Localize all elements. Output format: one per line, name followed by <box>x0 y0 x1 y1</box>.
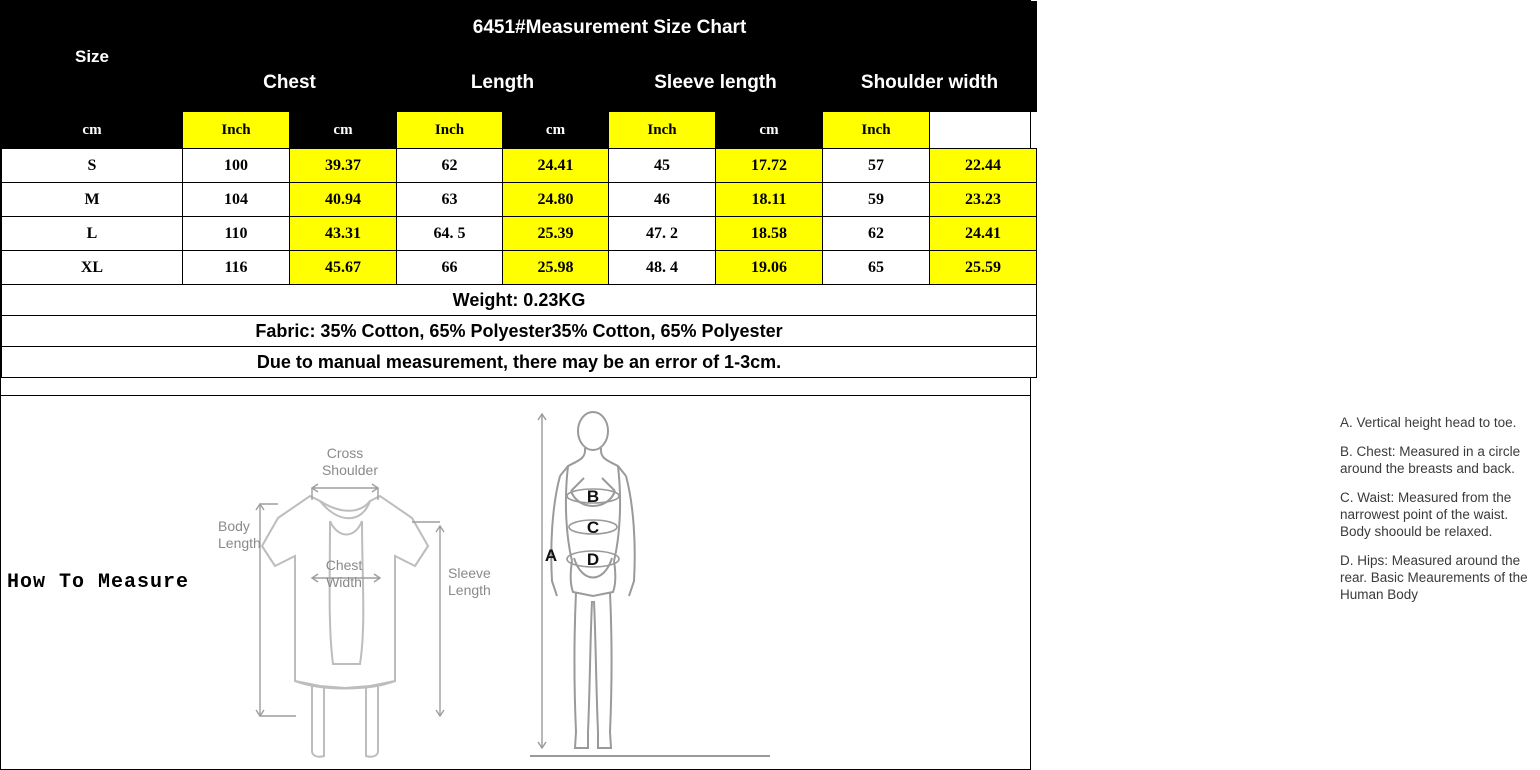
note-weight: Weight: 0.23KG <box>2 285 1037 316</box>
unit-cell: cm <box>716 112 823 149</box>
size-chart-table <box>1 1 1037 378</box>
table-row <box>2 149 1037 183</box>
unit-cell: cm <box>290 112 397 149</box>
cell-value: 104 <box>183 183 290 217</box>
body-diagram <box>530 396 1528 769</box>
unit-cell: cm <box>503 112 609 149</box>
cell-value: 57 <box>823 149 930 183</box>
cell-value: 46 <box>609 183 716 217</box>
cell-value: 47. 2 <box>609 217 716 251</box>
label-cross-shoulder: Cross <box>326 445 364 461</box>
unit-cell: Inch <box>183 112 290 149</box>
label-body-length: Body <box>218 518 250 534</box>
marker-d: D <box>586 550 600 569</box>
measurement-descriptions <box>1340 414 1540 615</box>
cell-value: 65 <box>823 251 930 285</box>
cell-value: 45 <box>609 149 716 183</box>
unit-cell: Inch <box>609 112 716 149</box>
svg-text:Shoulder: Shoulder <box>321 462 379 478</box>
row-size-label: M <box>2 183 183 217</box>
cell-value: 43.31 <box>290 217 397 251</box>
unit-cell: Inch <box>823 112 930 149</box>
cell-value: 24.80 <box>503 183 609 217</box>
cell-value: 116 <box>183 251 290 285</box>
note-fabric: Fabric: 35% Cotton, 65% Polyester35% Cotton, 65% Polyester <box>2 316 1037 347</box>
shirt-diagram <box>200 396 530 769</box>
row-size-label: S <box>2 149 183 183</box>
cell-value: 25.59 <box>930 251 1037 285</box>
table-row-title <box>2 2 1037 55</box>
table-row <box>2 217 1037 251</box>
group-header-shoulder-width: Shoulder width <box>823 55 1037 112</box>
group-header-chest: Chest <box>183 55 397 112</box>
cell-value: 64. 5 <box>397 217 503 251</box>
cell-value: 18.58 <box>716 217 823 251</box>
marker-b: B <box>586 487 600 506</box>
description-b: B. Chest: Measured in a circle around the breasts and back. <box>1340 444 1521 476</box>
cell-value: 100 <box>183 149 290 183</box>
cell-value: 25.98 <box>503 251 609 285</box>
cell-value: 66 <box>397 251 503 285</box>
unit-cell: Inch <box>397 112 503 149</box>
cell-value: 24.41 <box>503 149 609 183</box>
description-d: D. Hips: Measured around the rear. Basic Meaurements of the Human Body <box>1340 553 1528 602</box>
group-header-sleeve-length: Sleeve length <box>609 55 823 112</box>
table-row-units <box>2 112 1037 149</box>
cell-value: 48. 4 <box>609 251 716 285</box>
cell-value: 62 <box>823 217 930 251</box>
cell-value: 59 <box>823 183 930 217</box>
label-chest-width: Chest <box>325 557 363 573</box>
cell-value: 18.11 <box>716 183 823 217</box>
cell-value: 25.39 <box>503 217 609 251</box>
cell-value: 62 <box>397 149 503 183</box>
label-sleeve-length: Sleeve <box>448 565 491 581</box>
measurement-illustration-area <box>1 395 1528 769</box>
shirt-diagram-svg <box>200 396 530 770</box>
unit-cell: cm <box>2 112 183 149</box>
marker-a: A <box>544 546 558 565</box>
chart-title: 6451#Measurement Size Chart <box>183 2 1037 55</box>
header-size: Size <box>2 2 183 112</box>
table-row <box>2 251 1037 285</box>
how-to-measure-label: How To Measure <box>7 571 190 594</box>
table-row-disclaimer <box>2 347 1037 378</box>
cell-value: 40.94 <box>290 183 397 217</box>
svg-text:Length: Length <box>448 582 491 598</box>
note-disclaimer: Due to manual measurement, there may be an error of 1-3cm. <box>2 347 1037 378</box>
cell-value: 17.72 <box>716 149 823 183</box>
cell-value: 22.44 <box>930 149 1037 183</box>
description-c: C. Waist: Measured from the narrowest point of the waist. Body shoould be relaxed. <box>1340 490 1512 539</box>
description-a: A. Vertical height head to toe. <box>1340 415 1517 430</box>
row-size-label: XL <box>2 251 183 285</box>
svg-text:Length: Length <box>218 535 261 551</box>
marker-c: C <box>586 518 600 537</box>
body-diagram-svg <box>530 396 1030 770</box>
cell-value: 39.37 <box>290 149 397 183</box>
row-size-label: L <box>2 217 183 251</box>
group-header-length: Length <box>397 55 609 112</box>
svg-text:Width: Width <box>326 574 362 590</box>
table-row-weight <box>2 285 1037 316</box>
table-row <box>2 183 1037 217</box>
cell-value: 63 <box>397 183 503 217</box>
cell-value: 110 <box>183 217 290 251</box>
cell-value: 24.41 <box>930 217 1037 251</box>
cell-value: 45.67 <box>290 251 397 285</box>
cell-value: 19.06 <box>716 251 823 285</box>
table-row-fabric <box>2 316 1037 347</box>
cell-value: 23.23 <box>930 183 1037 217</box>
